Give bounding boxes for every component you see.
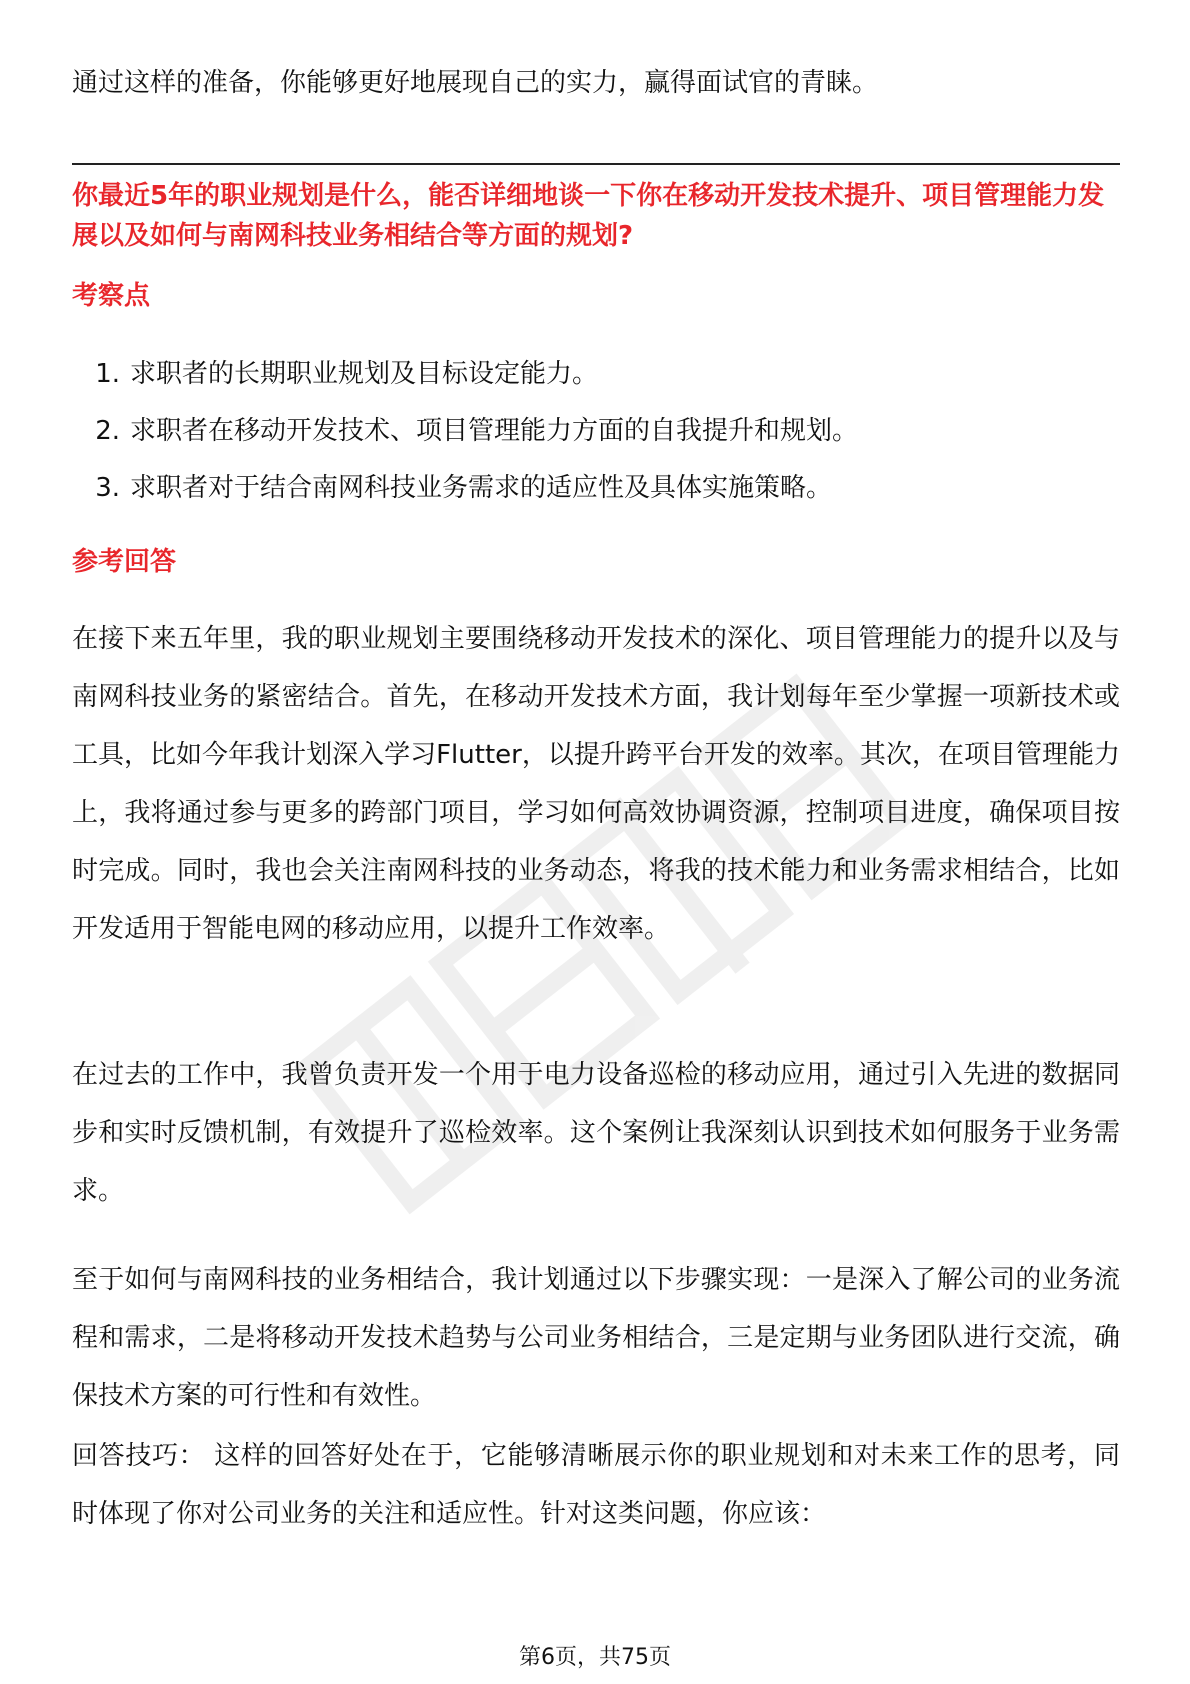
list-number: 2. [95, 416, 120, 446]
list-item [72, 460, 1120, 517]
kaochadian-list [72, 346, 1120, 517]
intro-paragraph: 通过这样的准备，你能够更好地展现自己的实力，赢得面试官的青睐。 [72, 68, 879, 98]
answer-paragraph: 至于如何与南网科技的业务相结合，我计划通过以下步骤实现：一是深入了解公司的业务流程和需求，二是将移动开发技术趋势与公司业务相结合，三是定期与业务团队进行交流，确保技术方案的可行性和有效性。 [72, 1265, 1120, 1411]
question-heading: 你最近5年的职业规划是什么，能否详细地谈一下你在移动开发技术提升、项目管理能力发展以及如何与南网科技业务相结合等方面的规划? [72, 181, 1105, 251]
page-number-footer: 第6页，共75页 [519, 1645, 671, 1670]
list-item [72, 346, 1120, 403]
list-item [72, 403, 1120, 460]
answer-paragraph: 在过去的工作中，我曾负责开发一个用于电力设备巡检的移动应用，通过引入先进的数据同步和实时反馈机制，有效提升了巡检效率。这个案例让我深刻认识到技术如何服务于业务需求。 [72, 1060, 1120, 1206]
kaochadian-heading: 考察点 [72, 281, 151, 311]
list-item-text: 求职者的长期职业规划及目标设定能力。 [130, 359, 599, 389]
list-number: 3. [95, 473, 120, 503]
answer-tips: 回答技巧： 这样的回答好处在于，它能够清晰展示你的职业规划和对未来工作的思考，同时体现了你对公司业务的关注和适应性。针对这类问题，你应该： [72, 1441, 1120, 1529]
list-item-text: 求职者在移动开发技术、项目管理能力方面的自我提升和规划。 [130, 416, 859, 446]
list-item-text: 求职者对于结合南网科技业务需求的适应性及具体实施策略。 [130, 473, 833, 503]
list-number: 1. [95, 359, 120, 389]
section-divider [72, 163, 1120, 165]
answer-paragraph: 在接下来五年里，我的职业规划主要围绕移动开发技术的深化、项目管理能力的提升以及与南网科技业务的紧密结合。首先，在移动开发技术方面，我计划每年至少掌握一项新技术或工具，比如今年我计划深入学习Flutter，以提升跨平台开发的效率。其次，在项目管理能力上，我将通过参与更多的跨部门项目，学习如何高效协调资源，控制项目进度，确保项目按时完成。同时，我也会关注南网科技的业务动态，将我的技术能力和业务需求相结合，比如开发适用于智能电网的移动应用，以提升工作效率。 [72, 624, 1120, 944]
answer-heading: 参考回答 [72, 547, 177, 577]
